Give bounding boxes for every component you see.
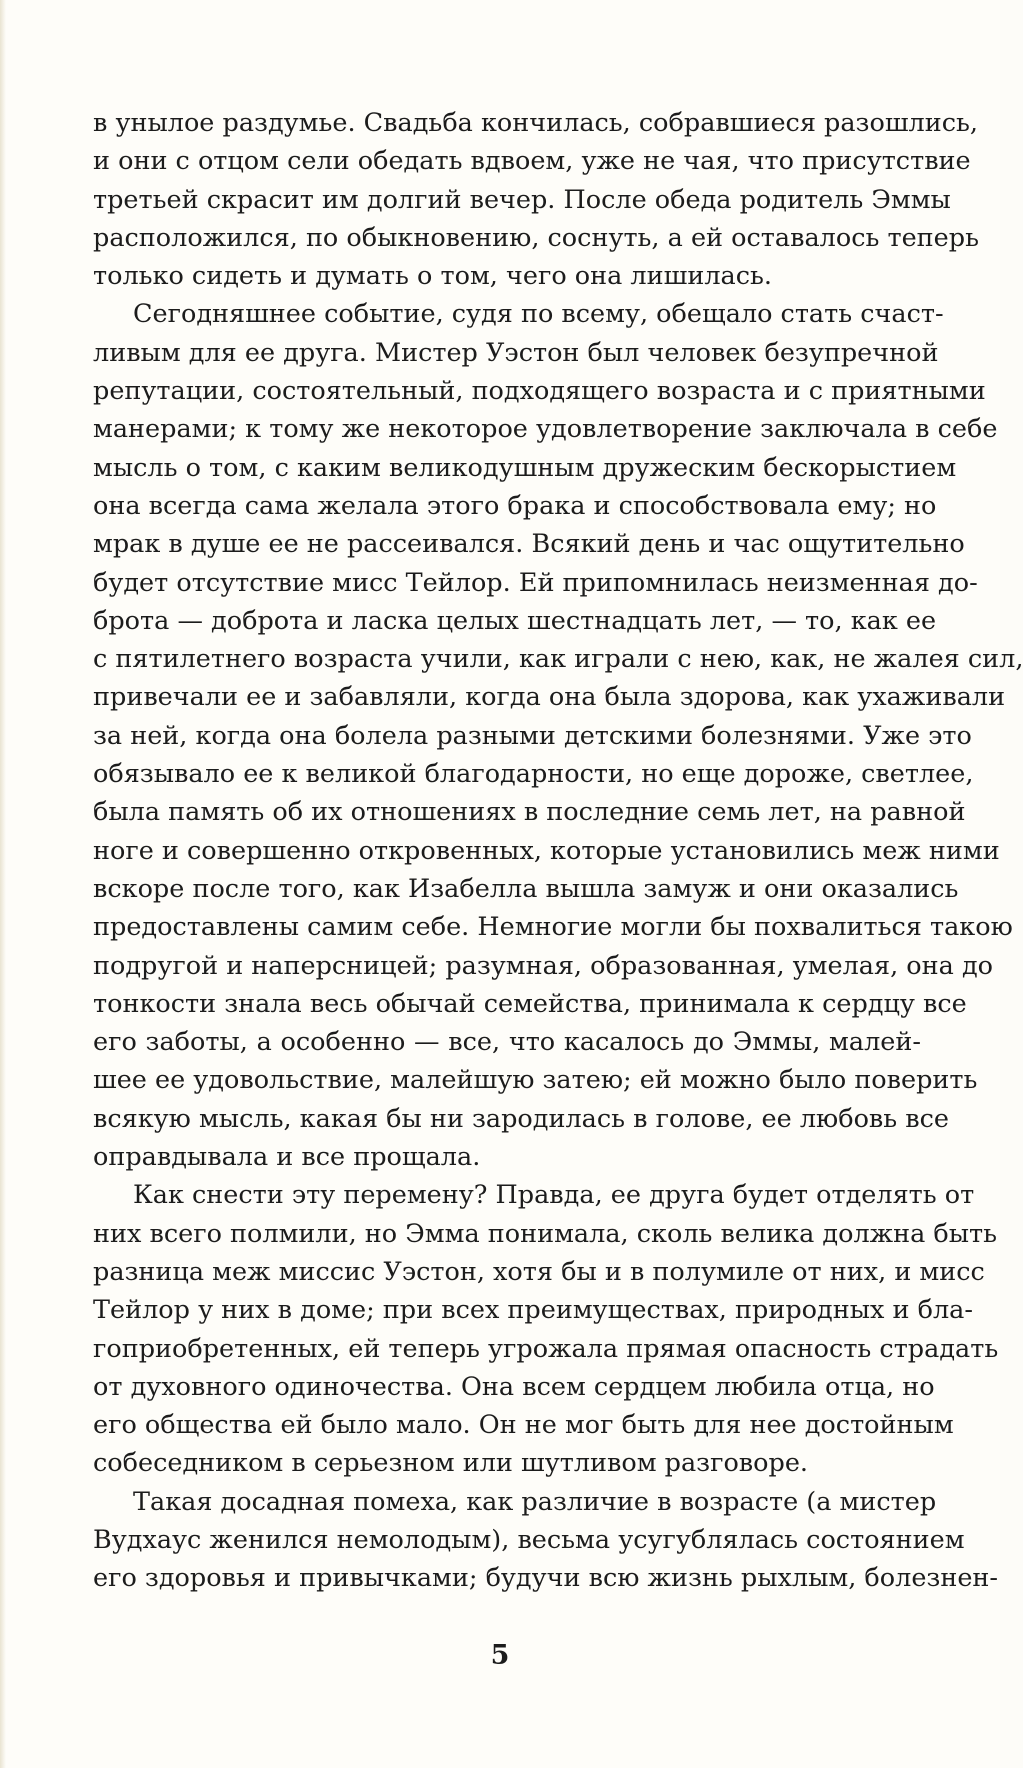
text-line: ноге и совершенно откровенных, которые установились меж ними xyxy=(93,835,1000,866)
page-number: 5 xyxy=(490,1640,510,1671)
text-line: Такая досадная помеха, как различие в возрасте (а мистер xyxy=(133,1486,937,1517)
text-line: Вудхаус женился немолодым), весьма усугублялась состоянием xyxy=(93,1524,965,1555)
text-line: ливым для ее друга. Мистер Уэстон был человек безупречной xyxy=(93,337,939,368)
text-line: расположился, по обыкновению, соснуть, а ей оставалось теперь xyxy=(93,222,979,253)
text-line: привечали ее и забавляли, когда она была здорова, как ухаживали xyxy=(93,682,1006,713)
text-line: Как снести эту перемену? Правда, ее друга будет отделять от xyxy=(133,1180,975,1211)
text-line: подругой и наперсницей; разумная, образованная, умелая, она до xyxy=(93,950,994,981)
text-line: собеседником в серьезном или шутливом разговоре. xyxy=(93,1448,809,1479)
text-line: она всегда сама желала этого брака и способствовала ему; но xyxy=(93,490,937,521)
text-line: за ней, когда она болела разными детскими болезнями. Уже это xyxy=(93,720,972,751)
text-line: оправдывала и все прощала. xyxy=(93,1142,481,1173)
text-line: от духовного одиночества. Она всем сердцем любила отца, но xyxy=(93,1371,935,1402)
text-line: его заботы, а особенно — все, что касалось до Эммы, малей- xyxy=(93,1027,921,1058)
text-line: была память об их отношениях в последние семь лет, на равной xyxy=(93,797,966,828)
text-line: разница меж миссис Уэстон, хотя бы и в полумиле от них, и мисс xyxy=(93,1256,985,1287)
text-line: его здоровья и привычками; будучи всю жизнь рыхлым, болезнен- xyxy=(93,1563,999,1594)
text-line: Сегодняшнее событие, судя по всему, обещало стать счаст- xyxy=(133,299,944,330)
text-line: обязывало ее к великой благодарности, но еще дороже, светлее, xyxy=(93,759,974,790)
text-line: манерами; к тому же некоторое удовлетворение заключала в себе xyxy=(93,414,998,445)
text-line: третьей скрасит им долгий вечер. После обеда родитель Эммы xyxy=(93,184,951,215)
text-line: репутации, состоятельный, подходящего возраста и с приятными xyxy=(93,376,986,407)
text-line: будет отсутствие мисс Тейлор. Ей припомнилась неизменная до- xyxy=(93,567,978,598)
text-line: только сидеть и думать о том, чего она лишилась. xyxy=(93,261,772,292)
text-line: с пятилетнего возраста учили, как играли с нею, как, не жалея сил, xyxy=(93,644,1023,675)
text-line: вскоре после того, как Изабелла вышла замуж и они оказались xyxy=(93,873,959,904)
text-line: и они с отцом сели обедать вдвоем, уже не чая, что присутствие xyxy=(93,146,971,177)
text-line: тонкости знала весь обычай семейства, принимала к сердцу все xyxy=(93,988,967,1019)
text-line: Тейлор у них в доме; при всех преимуществах, природных и бла- xyxy=(93,1295,973,1326)
text-line: мрак в душе ее не рассеивался. Всякий день и час ощутительно xyxy=(93,529,965,560)
page-gutter-shadow xyxy=(0,0,6,1768)
body-text xyxy=(93,104,1023,1598)
text-line: предоставлены самим себе. Немногие могли бы похвалиться такою xyxy=(93,912,1013,943)
text-line: гоприобретенных, ей теперь угрожала прямая опасность страдать xyxy=(93,1333,999,1364)
text-line: шее ее удовольствие, малейшую затею; ей можно было поверить xyxy=(93,1065,978,1096)
text-line: в унылое раздумье. Свадьба кончилась, собравшиеся разошлись, xyxy=(93,108,978,138)
text-line: мысль о том, с каким великодушным дружеским бескорыстием xyxy=(93,452,957,483)
text-line: них всего полмили, но Эмма понимала, сколь велика должна быть xyxy=(93,1218,998,1249)
text-line: брота — доброта и ласка целых шестнадцать лет, — то, как ее xyxy=(93,605,937,636)
text-line: его общества ей было мало. Он не мог быть для нее достойным xyxy=(93,1410,954,1441)
text-line: всякую мысль, какая бы ни зародилась в голове, ее любовь все xyxy=(93,1103,950,1134)
